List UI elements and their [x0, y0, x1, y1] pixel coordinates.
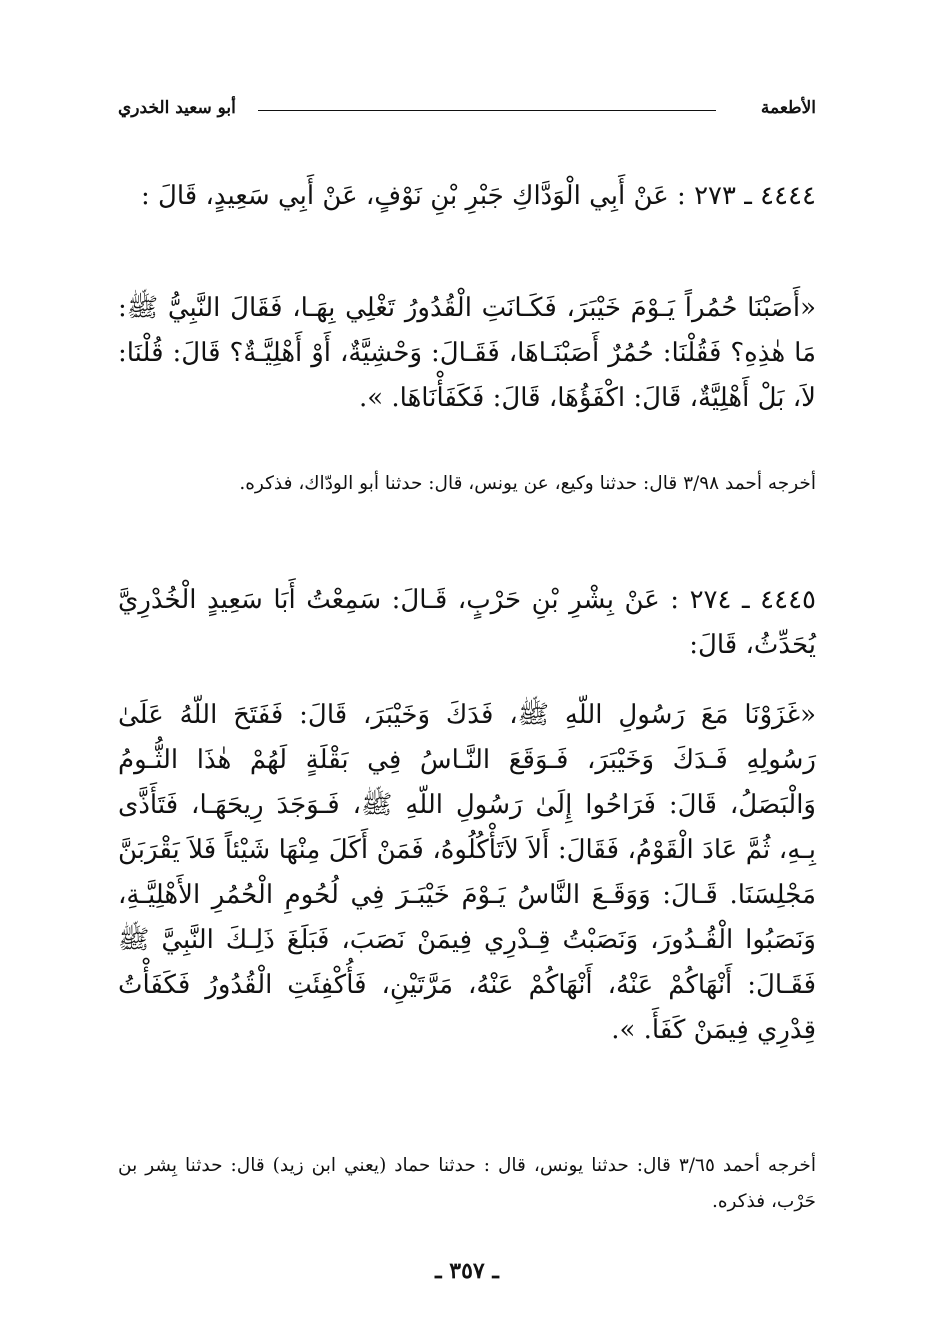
- section-title: الأطعمة: [760, 98, 816, 118]
- header-rule: [258, 110, 716, 111]
- author-name: أبو سعيد الخدري: [118, 98, 236, 118]
- hadith-4444-matn: «أَصَبْنَا حُمُراً يَـوْمَ خَيْبَرَ، فَكَـانَتِ الْقُدُورُ تَغْلِي بِهَـا، فَقَالَ النَّبِيُّ ﷺ: مَا هٰذِهِ؟ فَقُلْنَا: حُمُرٌ أَصَبْنَـاهَا، فَقَـالَ: وَحْشِيَّةٌ، أَوْ أَهْلِيَّـةٌ؟ قَالَ: قُلْنَا: لاَ، بَلْ أَهْلِيَّةٌ، قَالَ: اكْفَؤُهَا، قَالَ: فَكَفَأْنَاهَا. ».: [118, 293, 816, 413]
- takhrij-4444: أخرجه أحمد ٣/٩٨ قال: حدثنا وكيع، عن يونس، قال: حدثنا أبو الودّاك، فذكره.: [239, 473, 816, 494]
- takhrij-4445: أخرجه أحمد ٣/٦٥ قال: حدثنا يونس، قال : حدثنا حماد (يعني ابن زيد) قال: حدثنا بِشر بن حَرْب، فذكره.: [118, 1155, 816, 1212]
- hadith-4444-isnad: ٤٤٤٤ ـ ٢٧٣ : عَنْ أَبِي الْوَدَّاكِ جَبْرِ بْنِ نَوْفٍ، عَنْ أَبِي سَعِيدٍ، قَالَ :: [140, 181, 816, 211]
- running-header: [118, 92, 816, 132]
- page-number: ـ ٣٥٧ ـ: [435, 1258, 499, 1284]
- hadith-4445-isnad: ٤٤٤٥ ـ ٢٧٤ : عَنْ بِشْرِ بْنِ حَرْبٍ، قَـالَ: سَمِعْتُ أَبَا سَعِيدٍ الْخُدْرِيَّ يُحَدِّثُ، قَالَ:: [118, 585, 816, 660]
- hadith-4445-matn: «غَزَوْنَا مَعَ رَسُولِ اللّهِ ﷺ، فَدَكَ وَخَيْبَرَ، قَالَ: فَفَتَحَ اللّهُ عَلَىٰ رَسُولِهِ فَـدَكَ وَخَيْبَرَ، فَـوَقَعَ النَّـاسُ فِي بَقْلَةٍ لَهُمْ هٰذَا الثُّـومُ وَالْبَصَلُ، قَالَ: فَرَاحُوا إِلَىٰ رَسُولِ اللّهِ ﷺ، فَـوَجَدَ رِيحَهَـا، فَتَأَذَّى بِـهِ، ثُمَّ عَادَ الْقَوْمُ، فَقَالَ: أَلاَ لاَتَأْكُلُوهُ، فَمَنْ أَكَلَ مِنْهَا شَيْئاً فَلاَ يَقْرَبَنَّ مَجْلِسَنَا. قَـالَ: وَوَقَـعَ النَّاسُ يَـوْمَ خَيْبَـرَ فِي لُحُومِ الْحُمُرِ الأَهْلِيَّـةِ، وَنَصَبُوا الْقُـدُورَ، وَنَصَبْتُ قِـدْرِي فِيمَنْ نَصَبَ، فَبَلَغَ ذَلِـكَ النَّبِيَّ ﷺ فَقَـالَ: أَنْهَاكُمْ عَنْهُ، أَنْهَاكُمْ عَنْهُ، مَرَّتَيْنِ، فَأُكْفِئَتِ الْقُدُورُ فَكَفَأْتُ قِدْرِي فِيمَنْ كَفَأَ. ».: [118, 700, 816, 1045]
